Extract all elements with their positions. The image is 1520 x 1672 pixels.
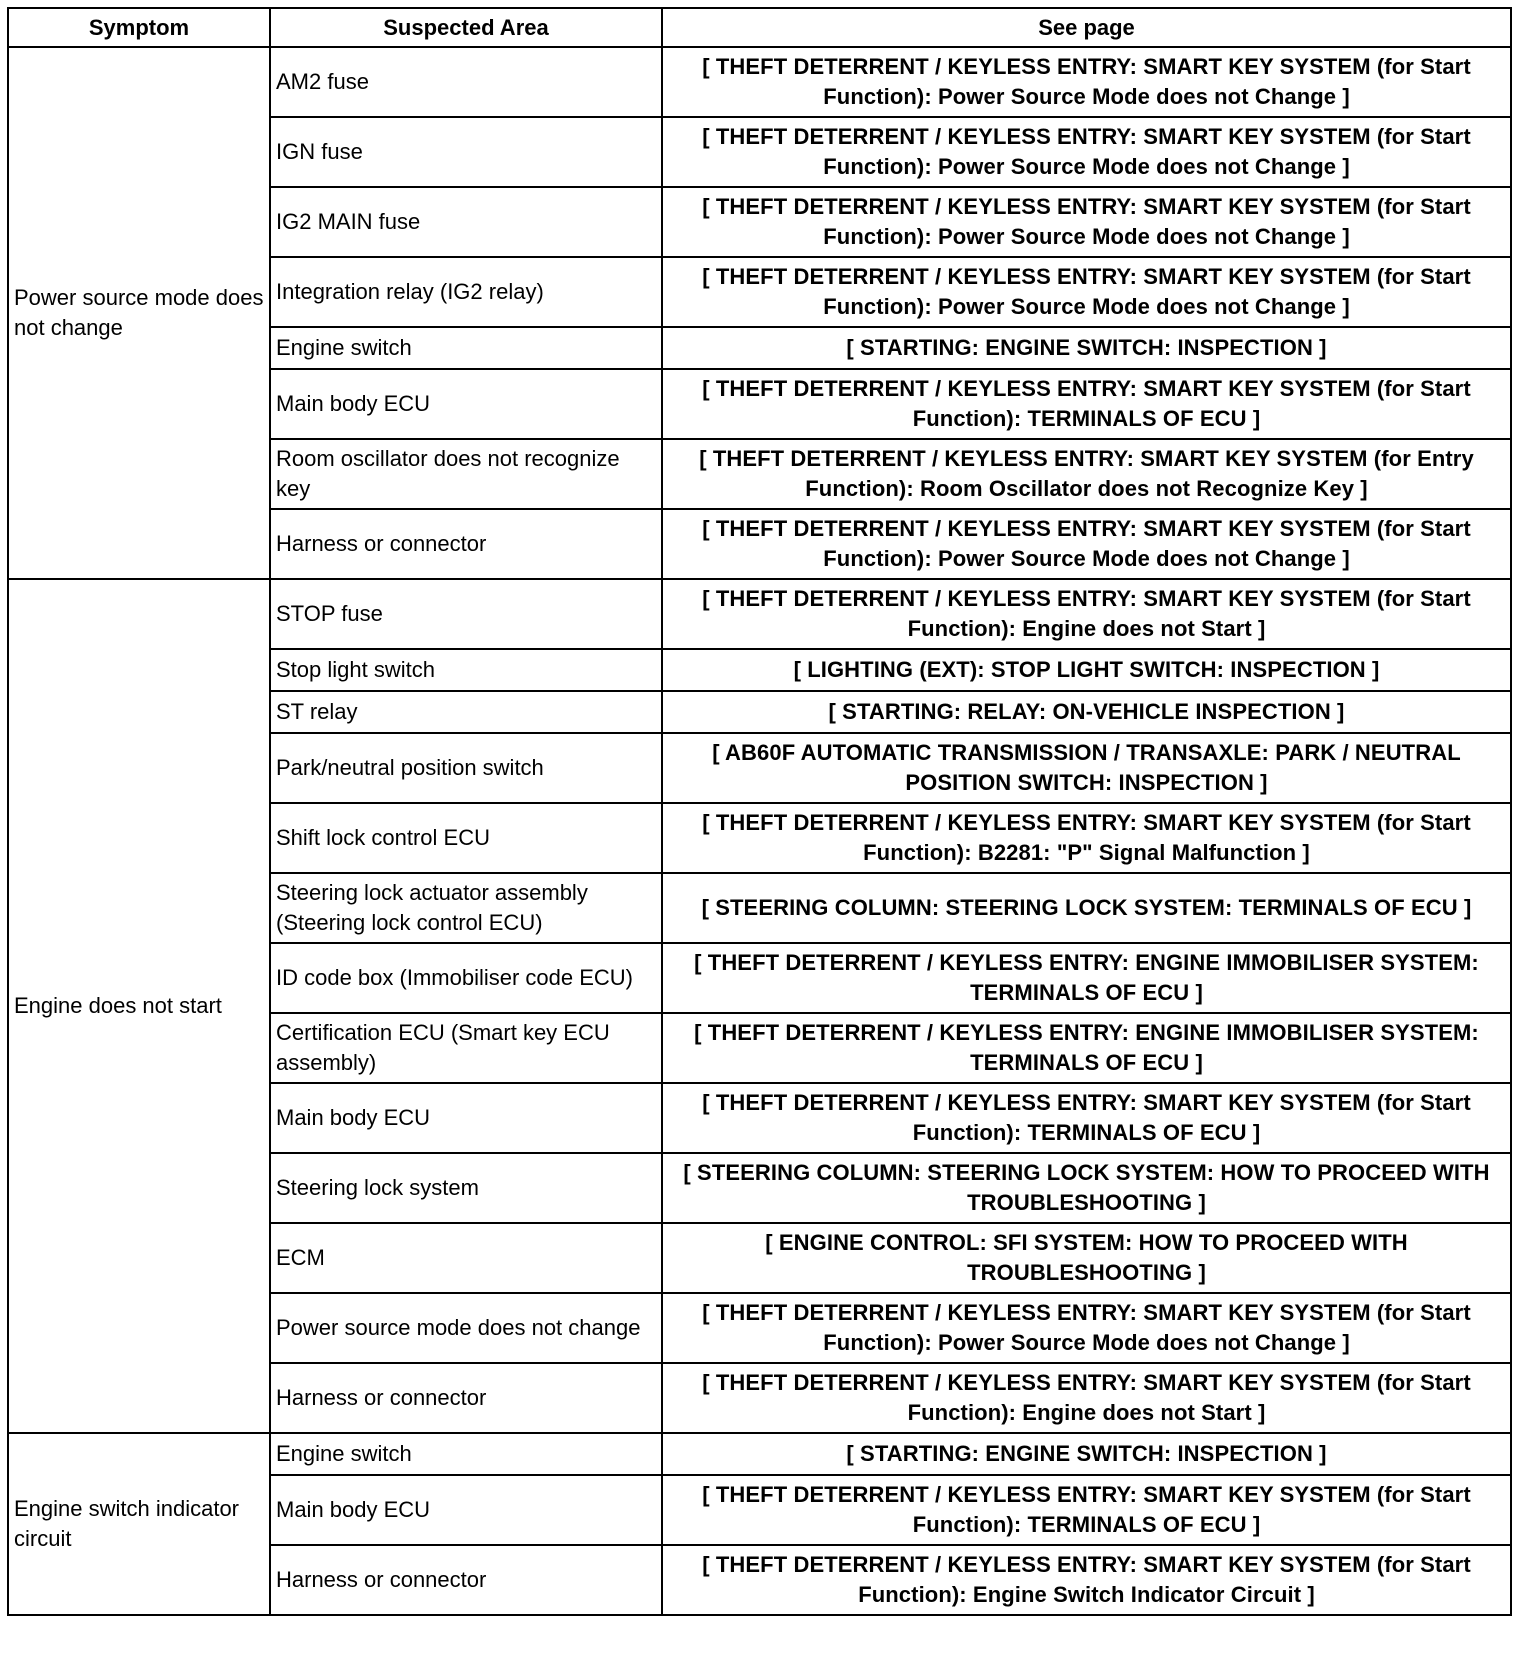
suspected-area-cell: IG2 MAIN fuse — [270, 187, 662, 257]
suspected-area-cell: Steering lock actuator assembly (Steering lock control ECU) — [270, 873, 662, 943]
suspected-area-cell: Engine switch — [270, 327, 662, 369]
header-see-page: See page — [662, 8, 1511, 47]
table-row — [8, 579, 1511, 649]
suspected-area-cell: Shift lock control ECU — [270, 803, 662, 873]
see-page-link[interactable]: [ THEFT DETERRENT / KEYLESS ENTRY: SMART KEY SYSTEM (for Start Function): Engine Switch Indicator Circuit ] — [662, 1545, 1511, 1615]
suspected-area-cell: ST relay — [270, 691, 662, 733]
suspected-area-cell: Certification ECU (Smart key ECU assembly) — [270, 1013, 662, 1083]
suspected-area-cell: Main body ECU — [270, 1083, 662, 1153]
symptom-cell: Engine does not start — [8, 579, 270, 1433]
see-page-link[interactable]: [ STARTING: ENGINE SWITCH: INSPECTION ] — [662, 1433, 1511, 1475]
suspected-area-cell: Room oscillator does not recognize key — [270, 439, 662, 509]
suspected-area-cell: AM2 fuse — [270, 47, 662, 117]
see-page-link[interactable]: [ THEFT DETERRENT / KEYLESS ENTRY: ENGINE IMMOBILISER SYSTEM: TERMINALS OF ECU ] — [662, 943, 1511, 1013]
see-page-link[interactable]: [ THEFT DETERRENT / KEYLESS ENTRY: SMART KEY SYSTEM (for Start Function): Engine does not Start ] — [662, 1363, 1511, 1433]
table-row — [8, 1433, 1511, 1475]
suspected-area-cell: Power source mode does not change — [270, 1293, 662, 1363]
see-page-link[interactable]: [ THEFT DETERRENT / KEYLESS ENTRY: SMART KEY SYSTEM (for Start Function): TERMINALS OF ECU ] — [662, 1475, 1511, 1545]
suspected-area-cell: Harness or connector — [270, 1363, 662, 1433]
header-suspected-area: Suspected Area — [270, 8, 662, 47]
see-page-link[interactable]: [ AB60F AUTOMATIC TRANSMISSION / TRANSAXLE: PARK / NEUTRAL POSITION SWITCH: INSPECTION ] — [662, 733, 1511, 803]
suspected-area-cell: Steering lock system — [270, 1153, 662, 1223]
see-page-link[interactable]: [ THEFT DETERRENT / KEYLESS ENTRY: SMART KEY SYSTEM (for Start Function): Power Source Mode does not Change ] — [662, 117, 1511, 187]
see-page-link[interactable]: [ STARTING: RELAY: ON-VEHICLE INSPECTION ] — [662, 691, 1511, 733]
see-page-link[interactable]: [ THEFT DETERRENT / KEYLESS ENTRY: SMART KEY SYSTEM (for Start Function): Power Source Mode does not Change ] — [662, 187, 1511, 257]
see-page-link[interactable]: [ LIGHTING (EXT): STOP LIGHT SWITCH: INSPECTION ] — [662, 649, 1511, 691]
symptom-cell: Power source mode does not change — [8, 47, 270, 579]
suspected-area-cell: ID code box (Immobiliser code ECU) — [270, 943, 662, 1013]
see-page-link[interactable]: [ STARTING: ENGINE SWITCH: INSPECTION ] — [662, 327, 1511, 369]
header-symptom: Symptom — [8, 8, 270, 47]
suspected-area-cell: IGN fuse — [270, 117, 662, 187]
header-row — [8, 8, 1511, 47]
see-page-link[interactable]: [ STEERING COLUMN: STEERING LOCK SYSTEM: HOW TO PROCEED WITH TROUBLESHOOTING ] — [662, 1153, 1511, 1223]
see-page-link[interactable]: [ STEERING COLUMN: STEERING LOCK SYSTEM: TERMINALS OF ECU ] — [662, 873, 1511, 943]
see-page-link[interactable]: [ THEFT DETERRENT / KEYLESS ENTRY: SMART KEY SYSTEM (for Start Function): Power Source Mode does not Change ] — [662, 509, 1511, 579]
suspected-area-cell: Park/neutral position switch — [270, 733, 662, 803]
suspected-area-cell: Main body ECU — [270, 1475, 662, 1545]
table-row — [8, 47, 1511, 117]
suspected-area-cell: Harness or connector — [270, 1545, 662, 1615]
suspected-area-cell: ECM — [270, 1223, 662, 1293]
suspected-area-cell: STOP fuse — [270, 579, 662, 649]
see-page-link[interactable]: [ THEFT DETERRENT / KEYLESS ENTRY: SMART KEY SYSTEM (for Start Function): TERMINALS OF ECU ] — [662, 369, 1511, 439]
troubleshooting-table — [7, 7, 1512, 1616]
see-page-link[interactable]: [ THEFT DETERRENT / KEYLESS ENTRY: SMART KEY SYSTEM (for Entry Function): Room Oscillator does not Recognize Key ] — [662, 439, 1511, 509]
see-page-link[interactable]: [ THEFT DETERRENT / KEYLESS ENTRY: SMART KEY SYSTEM (for Start Function): TERMINALS OF ECU ] — [662, 1083, 1511, 1153]
see-page-link[interactable]: [ ENGINE CONTROL: SFI SYSTEM: HOW TO PROCEED WITH TROUBLESHOOTING ] — [662, 1223, 1511, 1293]
suspected-area-cell: Main body ECU — [270, 369, 662, 439]
see-page-link[interactable]: [ THEFT DETERRENT / KEYLESS ENTRY: SMART KEY SYSTEM (for Start Function): Power Source Mode does not Change ] — [662, 257, 1511, 327]
symptom-cell: Engine switch indicator circuit — [8, 1433, 270, 1615]
see-page-link[interactable]: [ THEFT DETERRENT / KEYLESS ENTRY: SMART KEY SYSTEM (for Start Function): Power Source Mode does not Change ] — [662, 1293, 1511, 1363]
see-page-link[interactable]: [ THEFT DETERRENT / KEYLESS ENTRY: SMART KEY SYSTEM (for Start Function): B2281: "P" Signal Malfunction ] — [662, 803, 1511, 873]
see-page-link[interactable]: [ THEFT DETERRENT / KEYLESS ENTRY: SMART KEY SYSTEM (for Start Function): Engine does not Start ] — [662, 579, 1511, 649]
suspected-area-cell: Stop light switch — [270, 649, 662, 691]
see-page-link[interactable]: [ THEFT DETERRENT / KEYLESS ENTRY: SMART KEY SYSTEM (for Start Function): Power Source Mode does not Change ] — [662, 47, 1511, 117]
suspected-area-cell: Integration relay (IG2 relay) — [270, 257, 662, 327]
see-page-link[interactable]: [ THEFT DETERRENT / KEYLESS ENTRY: ENGINE IMMOBILISER SYSTEM: TERMINALS OF ECU ] — [662, 1013, 1511, 1083]
suspected-area-cell: Harness or connector — [270, 509, 662, 579]
suspected-area-cell: Engine switch — [270, 1433, 662, 1475]
